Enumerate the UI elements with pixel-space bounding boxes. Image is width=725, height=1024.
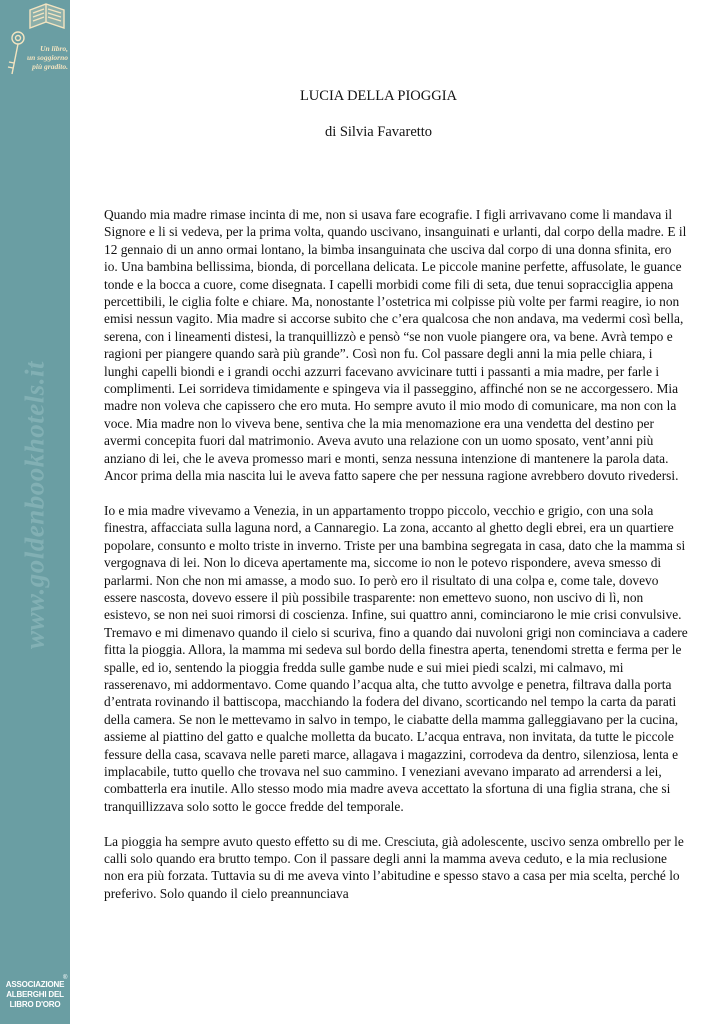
slogan-line: più gradito. — [32, 62, 68, 71]
paragraph: Io e mia madre vivevamo a Venezia, in un appartamento troppo piccolo, vecchio e grigio, con una sola finestra, affacciata sulla laguna nord, a Cannaregio. La zona, accanto al ghetto degli ebrei, era un quartiere popolare, consunto e molto triste in inverno. Triste per una bambina segregata in casa, dato che la mamma si vergognava di lei. Non lo diceva apertamente ma, siccome io non le potevo rispondere, aveva smesso di parlarmi. Non che non mi amasse, a modo suo. Io però ero il risultato di una colpa e, come tale, dovevo essere nascosta, dovevo essere il più possibile trasparente: non emettevo suono, non uscivo di lì, non esistevo, se non nei suoi rimorsi di coscienza. Infine, sui quattro anni, cominciarono le mie crisi convulsive. Tremavo e mi dimenavo quando il cielo si scuriva, fino a quando dai nuvoloni grigi non cominciava a cadere fitta la pioggia. Allora, la mamma mi sedeva sul bordo della finestra aperta, tenendomi stretta e ferma per le spalle, ed io, sentendo la pioggia fredda sulle gambe nude e sui miei piedi scalzi, mi calmavo, mi rasserenavo, mi addormentavo. Come quando l’acqua alta, che tutto avvolge e penetra, filtrava dalla porta d’entrata rovinando il battiscopa, macchiando la fodera del divano, scorticando nel tempo la carta da parati della camera. Se non le mettevamo in salvo in tempo, le ciabatte della mamma galleggiavano per la cucina, assieme al piattino del gatto e qualche molletta da bucato. L’acqua entrava, non invitata, da tutte le piccole fessure della casa, scavava nelle pareti marce, allagava i magazzini, corrodeva da dentro, silenziosa, lenta e implacabile, tutto quello che trovava nel suo cammino. I veneziani avevano imparato ad arrendersi a lei, combatterla era inutile. Allo stesso modo mia madre aveva accettato la sfortuna di una figlia strana, che si tranquillizzava solo sotto le gocce fredde del temporale. — [104, 502, 688, 814]
paragraph: La pioggia ha sempre avuto questo effetto su di me. Cresciuta, già adolescente, uscivo senza ombrello per le calli solo quando era brutto tempo. Con il passare degli anni la mamma aveva ceduto, e la mia reclusione non era più forzata. Tuttavia su di me aveva vinto l’abitudine e spesso stavo a casa per mia scelta, perché lo preferivo. Solo quando il cielo preannunciava — [104, 833, 684, 901]
document-title: LUCIA DELLA PIOGGIA — [299, 88, 458, 104]
association-line: LIBRO D'ORO — [9, 1000, 61, 1009]
website-url: www.goldenbookhotels.it — [19, 360, 50, 650]
document-author: di Silvia Favaretto — [324, 124, 433, 140]
registered-mark: ® — [63, 975, 68, 981]
sidebar-band — [0, 0, 70, 1024]
association-line: ASSOCIAZIONE — [5, 980, 65, 989]
slogan-line: Un libro, — [40, 44, 68, 53]
association-logo — [0, 980, 70, 1024]
slogan-line: un soggiorno — [26, 53, 68, 62]
document-body — [104, 206, 688, 920]
slogan — [0, 44, 68, 71]
association-line: ALBERGHI DEL — [6, 990, 64, 999]
paragraph: Quando mia madre rimase incinta di me, non si usava fare ecografie. I figli arrivavano come li mandava il Signore e li si vedeva, per la prima volta, quando uscivano, insanguinati e urlanti, dal corpo della madre. E il 12 gennaio di un anno ormai lontano, la bimba insanguinata che usciva dal corpo di una donna sfinita, ero io. Una bambina bellissima, bionda, di porcellana delicata. Le piccole manine perfette, affusolate, le guance tonde e la bocca a cuore, come disegnata. I capelli morbidi come fili di seta, due tenui sopracciglia appena percettibili, le ciglia folte e chiare. Ma, nonostante l’ostetrica mi colpisse più volte per farmi reagire, io non emisi nessun vagito. Mia madre si accorse subito che c’era qualcosa che non andava, ma vedermi così bella, serena, con i lineamenti distesi, la tranquillizzò e pensò “se non vuole piangere ora, va bene. Avrà tempo e ragioni per piangere quando sarà più grande”. Così non fu. Col passare degli anni la mia pelle chiara, i lunghi capelli biondi e i grandi occhi azzurri facevano avvicinare tutti i passanti a mia madre, per farle i complimenti. Lei sorrideva timidamente e spingeva via il passeggino, affinché non se ne accorgessero. Mia madre non voleva che capissero che ero muta. Ho sempre avuto il mio modo di comunicare, ma non con la voce. Mia madre non lo viveva bene, sentiva che la mia menomazione era una vendetta del destino per avermi concepita fuori dal matrimonio. Aveva avuto una relazione con un uomo sposato, vent’anni più anziano di lei, che le aveva promesso mari e monti, senza nessuna intenzione di mantenere la parola data. Ancor prima della mia nascita lui le aveva fatto sapere che per nessuna ragione avrebbero dovuto rivedersi. — [104, 207, 687, 484]
